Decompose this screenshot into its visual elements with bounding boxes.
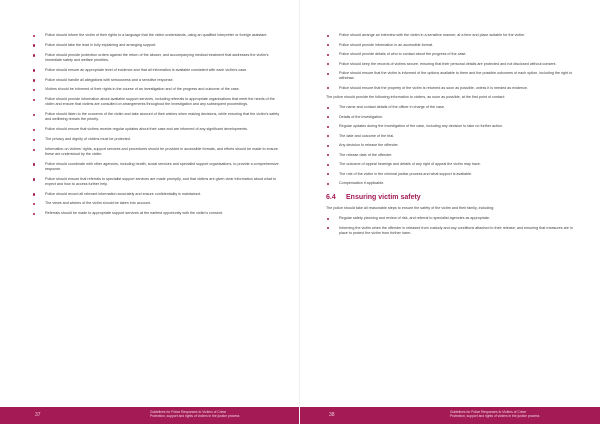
bullet-item: Details of the investigation.: [326, 115, 580, 120]
page-number: 37: [35, 412, 41, 418]
right-bullet-list-middle: [326, 105, 580, 186]
bullet-item: The views and wishes of the victim should be taken into account.: [32, 201, 284, 206]
bullet-item: The name and contact details of the officer in charge of the case.: [326, 105, 580, 110]
bullet-item: Police should provide information about available support services, including referrals to appropriate organisations that meet the needs of the victim and ensure that victims are consulted on arrangements throughout the investigation and any subsequent proceedings.: [32, 97, 284, 107]
bullet-item: The role of the victim in the criminal justice process and what support is available.: [326, 172, 580, 177]
right-page: [300, 0, 600, 424]
footer-line-2: Protection, support and rights of victims in the justice process: [150, 414, 240, 419]
bullet-item: Police should provide details of who to contact about the progress of the case.: [326, 52, 580, 57]
bullet-item: Police should handle all allegations with seriousness and a sensitive response.: [32, 78, 284, 83]
right-bullet-list-bottom: [326, 216, 580, 236]
bullet-item: Any decision to release the offender.: [326, 143, 580, 148]
bullet-item: Police should coordinate with other agencies, including health, social services and specialist support organisations, to provide a comprehensive response.: [32, 162, 284, 172]
bullet-item: Police should provide information in an accessible format.: [326, 43, 580, 48]
bullet-item: Police should ensure that victims receive regular updates about their case and are informed of any significant developments.: [32, 127, 284, 132]
bullet-item: Police should take the lead in fully explaining and arranging support.: [32, 43, 284, 48]
bullet-item: Police should ensure that the property of the victim is returned as soon as possible, unless it is needed as evidence.: [326, 86, 580, 91]
bullet-item: Regular safety planning and review of risk, and referral to specialist agencies as appropriate.: [326, 216, 580, 221]
bullet-item: Compensation if applicable.: [326, 181, 580, 186]
bullet-item: Informing the victim when the offender is released from custody and any conditions attached to their release, and ensuring that measures are in place to protect the victim from further harm.: [326, 226, 580, 236]
bullet-item: Police should provide protection orders against the return of the abuser, and accompanying medical treatment that addresses the victim's immediate safety and welfare priorities.: [32, 53, 284, 63]
bullet-item: Referrals should be made to appropriate support services at the earliest opportunity with the victim's consent.: [32, 211, 284, 216]
bullet-item: Police should record all relevant information accurately and ensure confidentiality is maintained.: [32, 192, 284, 197]
left-footer: [0, 407, 300, 424]
right-footer: [300, 407, 600, 424]
bullet-item: Regular updates during the investigation of the case, including any decision to take no further action.: [326, 124, 580, 129]
bullet-item: Police should inform the victim of their rights to a language that the victim understands, using an qualified interpreter or foreign assistant.: [32, 33, 284, 38]
footer-line-1: Guidelines for Police Responses to Victims of Crime: [450, 410, 527, 414]
bullet-item: Police should keep the records of victims secure, ensuring that their personal details are protected and not disclosed without consent.: [326, 62, 580, 67]
right-page-body: [326, 33, 580, 398]
section-heading: [326, 194, 580, 201]
footer-line-1: Guidelines for Police Responses to Victims of Crime: [150, 410, 227, 414]
section-paragraph: The police should take all reasonable steps to ensure the safety of the victim and their family, including:: [326, 206, 495, 210]
left-bullet-list: [32, 33, 284, 216]
bullet-item: Police should listen to the concerns of the victim and take account of their wishes when making decisions, while ensuring that the victim's safety and wellbeing remain the priority.: [32, 112, 284, 122]
footer-text: [150, 410, 280, 419]
bullet-item: The release date of the offender.: [326, 153, 580, 158]
right-bullet-list-top: [326, 33, 580, 91]
section-title: Ensuring victim safety: [346, 194, 421, 201]
bullet-item: Victims should be informed of their rights in the course of an investigation and of the progress and outcome of the case.: [32, 87, 284, 92]
bullet-item: Police should ensure that the victim is informed of the options available to them and the possible outcomes of each option, including the right to withdraw.: [326, 71, 580, 81]
page-number: 38: [329, 412, 335, 418]
bullet-item: Police should ensure that referrals to specialist support services are made promptly, and that victims are given clear information about what to expect and how to access further help.: [32, 177, 284, 187]
intro-paragraph: The police should provide the following information to victims, as soon as possible, at the first point of contact:: [326, 95, 505, 99]
bullet-item: Information on victims' rights, support services and procedures should be provided in accessible formats, and efforts should be made to ensure these are understood by the victim.: [32, 147, 284, 157]
bullet-item: The outcome of appeal hearings and details of any right of appeal the victim may have.: [326, 162, 580, 167]
left-page-body: [32, 33, 284, 398]
bullet-item: Police should arrange an interview with the victim in a sensitive manner, at a time and place suitable for the victim.: [326, 33, 580, 38]
footer-line-2: Protection, support and rights of victims in the justice process: [450, 414, 540, 419]
bullet-item: The privacy and dignity of victims must be protected.: [32, 137, 284, 142]
section-number: 6.4: [326, 194, 336, 201]
footer-text: [450, 410, 580, 419]
bullet-item: The date and outcome of the trial.: [326, 134, 580, 139]
bullet-item: Police should ensure an appropriate level of evidence and that all information is available consistent with each victim's case.: [32, 68, 284, 73]
